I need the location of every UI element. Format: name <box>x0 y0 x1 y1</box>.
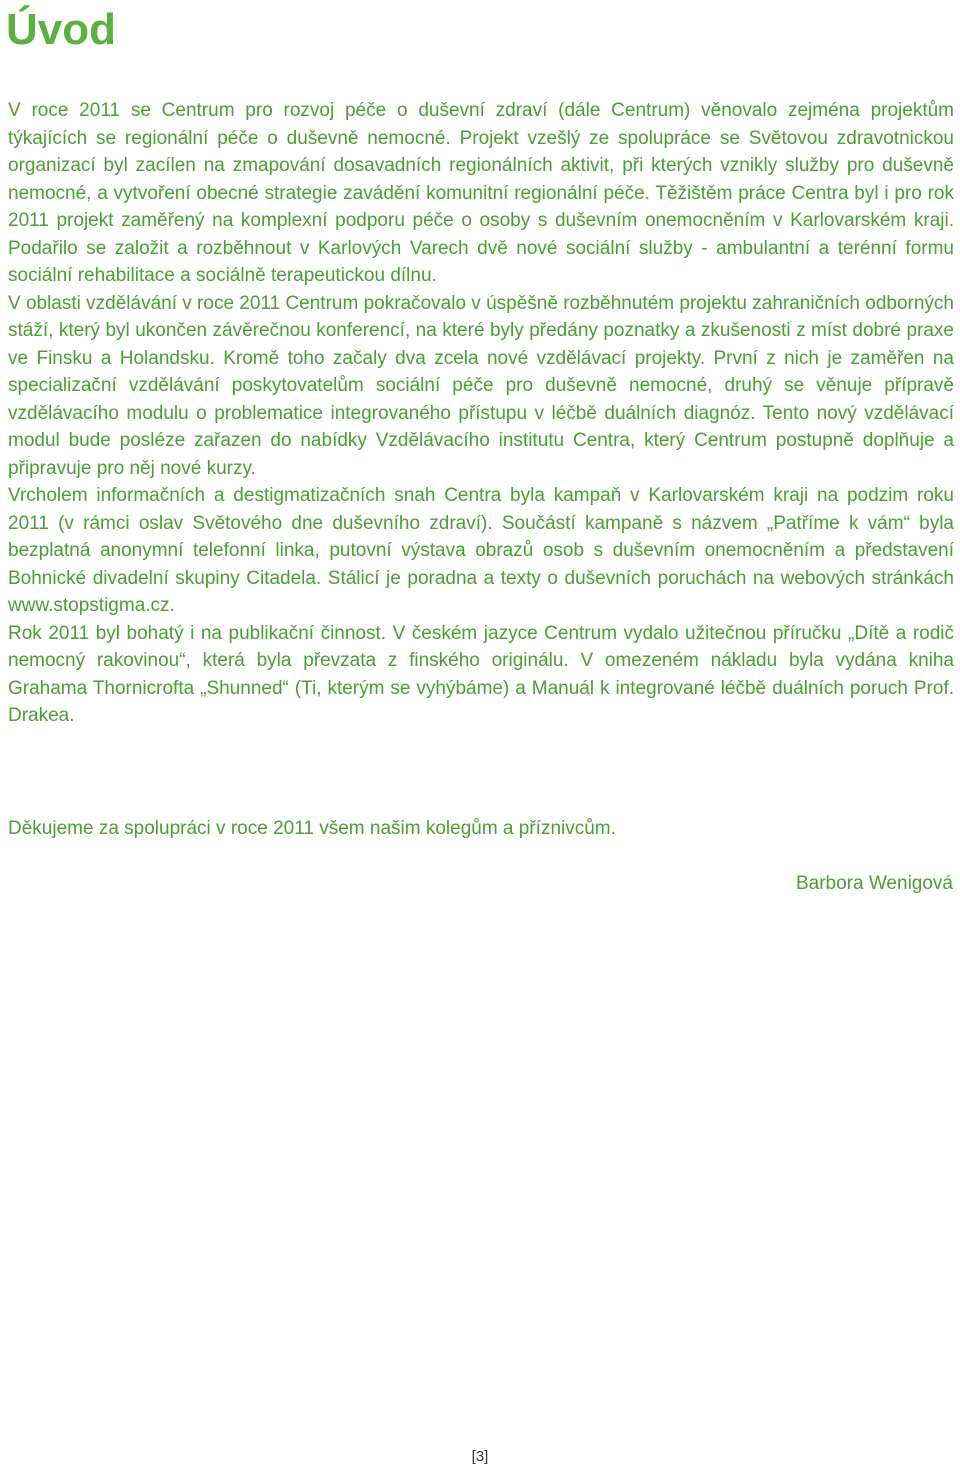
page-title: Úvod <box>6 5 116 54</box>
thanks-line: Děkujeme za spolupráci v roce 2011 všem našim kolegům a příznivcům. <box>8 818 616 839</box>
paragraph-publications: Rok 2011 byl bohatý i na publikační činnost. V českém jazyce Centrum vydalo užitečnou příručku „Dítě a rodič nemocný rakovinou“, která byla převzata z finského originálu. V omezeném nákladu byla vydána kniha Grahama Thornicrofta „Shunned“ (Ti, kterým se vyhýbáme) a Manuál k integrované léčbě duálních poruch Prof. Drakea. <box>8 622 954 726</box>
body-text <box>8 97 954 730</box>
paragraph-campaign: Vrcholem informačních a destigmatizačních snah Centra byla kampaň v Karlovarském kraji na podzim roku 2011 (v rámci oslav Světového dne duševního zdraví). Součástí kampaně s názvem „Patříme k vám“ byla bezplatná anonymní telefonní linka, putovní výstava obrazů osob s duševním onemocněním a představení Bohnické divadelní skupiny Citadela. Stálicí je poradna a texty o duševních poruchách na webových stránkách www.stopstigma.cz. <box>8 485 954 616</box>
signature: Barbora Wenigová <box>795 873 953 894</box>
paragraph-education: V oblasti vzdělávání v roce 2011 Centrum pokračovalo v úspěšně rozběhnutém projektu zahraničních odborných stáží, který byl ukončen závěrečnou konferencí, na které byly předány poznatky a zkušenosti z míst dobré praxe ve Finsku a Holandsku. Kromě toho začaly dva zcela nové vzdělávací projekty. První z nich je zaměřen na specializační vzdělávání poskytovatelům sociální péče pro duševně nemocné, druhý se věnuje přípravě vzdělávacího modulu o problematice integrovaného přístupu v léčbě duálních diagnóz. Tento nový vzdělávací modul bude posléze zařazen do nabídky Vzdělávacího institutu Centra, který Centrum postupně doplňuje a připravuje pro něj nové kurzy. <box>8 292 954 479</box>
page-number: [3] <box>471 1448 489 1465</box>
paragraph-regional-care: V roce 2011 se Centrum pro rozvoj péče o duševní zdraví (dále Centrum) věnovalo zejména projektům týkajících se regionální péče o duševně nemocné. Projekt vzešlý ze spolupráce se Světovou zdravotnickou organizací byl zacílen na zmapování dosavadních regionálních aktivit, při kterých vznikly služby pro duševně nemocné, a vytvoření obecné strategie zavádění komunitní regionální péče. Těžištěm práce Centra byl i pro rok 2011 projekt zaměřený na komplexní podporu péče o osoby s duševním onemocněním v Karlovarském kraji. Podařilo se založit a rozběhnout v Karlových Varech dvě nové sociální služby - ambulantní a terénní formu sociální rehabilitace a sociálně terapeutickou dílnu. <box>8 100 954 286</box>
